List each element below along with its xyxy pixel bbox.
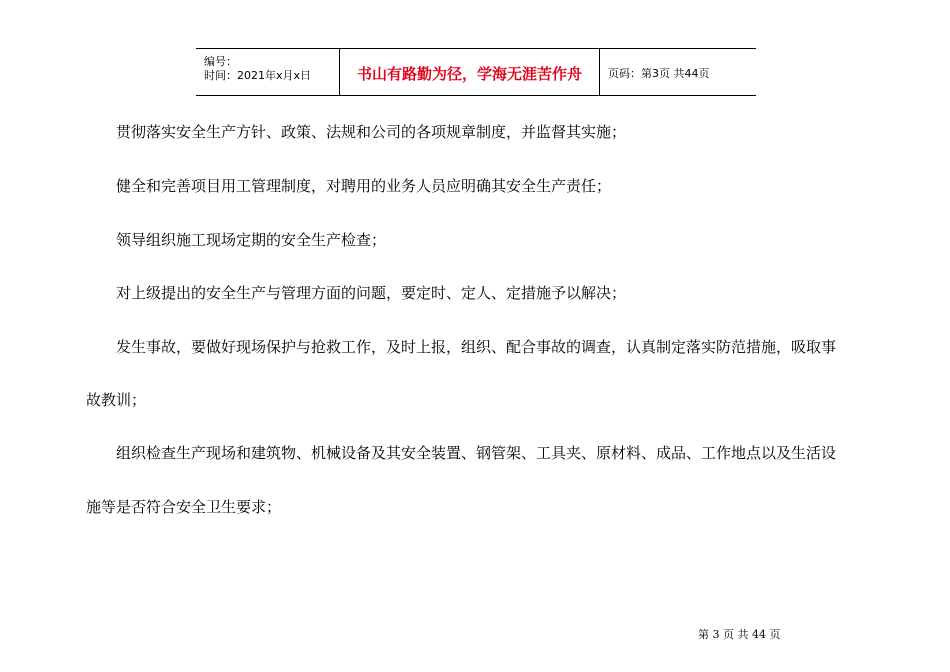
body-paragraph: 对上级提出的安全生产与管理方面的问题，要定时、定人、定措施予以解决； (116, 284, 627, 302)
body-paragraph: 组织检查生产现场和建筑物、机械设备及其安全装置、钢管架、工具夹、原材料、成品、工作地点以及生活设 (116, 444, 837, 462)
header-page-info: 页码：第3页 共44页 (608, 67, 710, 80)
header-meta-cell (196, 49, 340, 95)
body-paragraph: 健全和完善项目用工管理制度，对聘用的业务人员应明确其安全生产责任； (116, 177, 612, 195)
header-motto-cell (340, 49, 600, 95)
document-number-label: 编号： (204, 55, 237, 68)
header-motto: 书山有路勤为径，学海无涯苦作舟 (356, 65, 582, 83)
page-footer: 第 3 页 共 44 页 (698, 628, 781, 641)
document-header (196, 48, 756, 96)
document-date-label: 时间：2021年x月x日 (204, 69, 312, 82)
header-page-cell (600, 49, 756, 95)
body-paragraph-continuation: 施等是否符合安全卫生要求； (86, 498, 282, 516)
body-paragraph: 贯彻落实安全生产方针、政策、法规和公司的各项规章制度，并监督其实施； (116, 123, 627, 141)
body-paragraph-continuation: 故教训； (86, 391, 147, 409)
body-paragraph: 发生事故，要做好现场保护与抢救工作，及时上报，组织、配合事故的调查，认真制定落实防范措施，吸取事 (116, 338, 837, 356)
body-paragraph: 领导组织施工现场定期的安全生产检查； (116, 231, 387, 249)
